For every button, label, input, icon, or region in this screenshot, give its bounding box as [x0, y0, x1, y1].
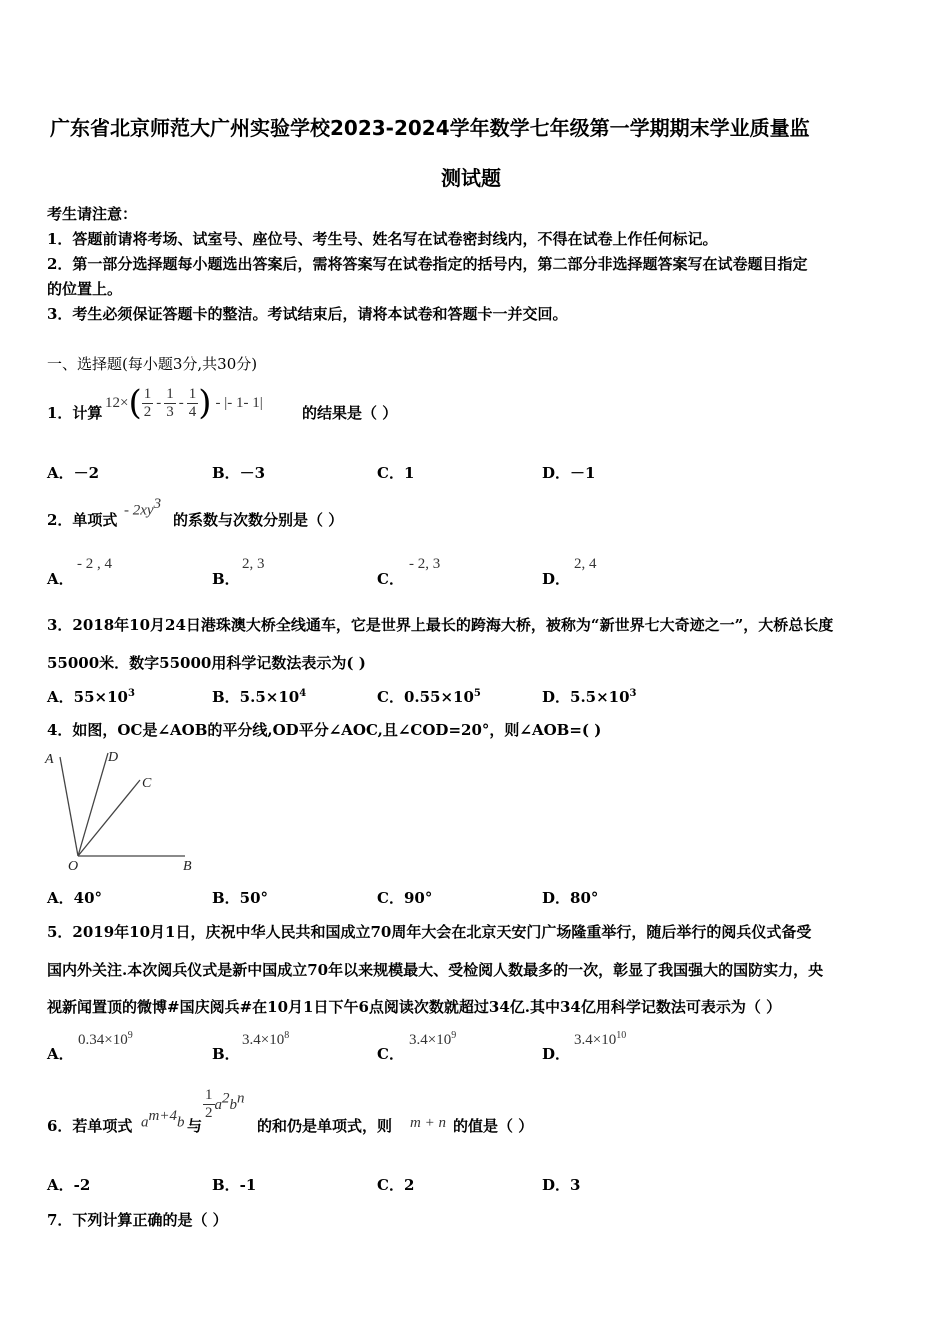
q6-option-a[interactable]: A．-2: [47, 1176, 91, 1194]
q3-option-d[interactable]: D．$5.5\times 10^3$: [542, 688, 637, 706]
q1-minus-2: -: [178, 394, 184, 411]
q2-expr-sup: 3: [153, 496, 162, 512]
q1-option-b[interactable]: B．－3: [212, 464, 266, 482]
q2-expr: - 2xy: [124, 502, 154, 519]
q5-option-b-label[interactable]: B．: [212, 1045, 240, 1063]
q1-right-paren: ): [198, 383, 212, 423]
q1-fraction-1: $\frac{1}{2}$: [143, 385, 152, 420]
ray-oa: [60, 757, 78, 856]
q4-option-b[interactable]: B．50°: [212, 889, 269, 907]
ray-od: [78, 753, 108, 856]
q3-line-2: 55000米．数字55000用科学记数法表示为( ): [47, 654, 366, 672]
label-o: O: [68, 859, 79, 874]
q1-expression: [105, 378, 263, 428]
q2-option-b-value[interactable]: 2, 3: [242, 556, 265, 572]
q5-option-c-value[interactable]: $3.4\times 10^9$: [409, 1030, 457, 1048]
q5-line-3: 视新闻置顶的微博#国庆阅兵#在10月1日下午6点阅读次数就超过34亿.其中34亿用科学记数法可表示为（ ）: [47, 998, 782, 1016]
q5-option-b-value[interactable]: $3.4\times 10^8$: [242, 1030, 290, 1048]
q1-option-c[interactable]: C．1: [377, 464, 415, 482]
q1-expr-12: 12×: [105, 394, 129, 411]
q5-option-a-label[interactable]: A．: [47, 1045, 74, 1063]
label-b: B: [183, 859, 192, 874]
label-c: C: [142, 776, 152, 791]
notice-header: 考生请注意：: [47, 205, 138, 223]
q1-fraction-2: $\frac{1}{3}$: [166, 385, 174, 420]
q2-expression: [124, 496, 161, 519]
q2-option-d-label[interactable]: D．: [542, 570, 571, 588]
q6-and: 与: [187, 1117, 203, 1135]
q4-text: 4．如图，OC是∠AOB的平分线,OD平分∠AOC,且∠COD=20°，则∠AOB=( ): [47, 721, 602, 739]
q6-option-b[interactable]: B．-1: [212, 1176, 257, 1194]
q2-option-c-label[interactable]: C．: [377, 570, 404, 588]
notice-item-2: 2．第一部分选择题每小题选出答案后，需将答案写在试卷指定的括号内，第二部分非选择题答案写在试卷题目指定: [47, 255, 808, 273]
q5-option-a-value[interactable]: $0.34\times 10^9$: [78, 1030, 133, 1048]
q1-option-a[interactable]: A．－2: [47, 464, 100, 482]
q4-option-d[interactable]: D．80°: [542, 889, 599, 907]
q2-prefix: 2．单项式: [47, 511, 118, 529]
notice-item-3: 3．考生必须保证答题卡的整洁。考试结束后，请将本试卷和答题卡一并交回。: [47, 305, 568, 323]
q2-suffix: 的系数与次数分别是（ ）: [173, 511, 344, 529]
q6-option-c[interactable]: C．2: [377, 1176, 415, 1194]
q5-option-c-label[interactable]: C．: [377, 1045, 404, 1063]
q1-minus-1: -: [156, 394, 162, 411]
q1-suffix: 的结果是（ ）: [302, 404, 398, 422]
q5-line-2: 国内外关注.本次阅兵仪式是新中国成立70年以来规模最大、受检阅人数最多的一次，彰显了我国强大的国防实力，央: [47, 961, 824, 979]
q1-option-d[interactable]: D．－1: [542, 464, 596, 482]
q7-text: 7．下列计算正确的是（ ）: [47, 1211, 228, 1229]
q5-option-d-value[interactable]: $3.4\times 10^{10}$: [574, 1030, 627, 1048]
title-line-1: 广东省北京师范大广州实验学校2023-2024学年数学七年级第一学期期末学业质量监: [50, 116, 810, 140]
q4-option-c[interactable]: C．90°: [377, 889, 433, 907]
q2-option-d-value[interactable]: 2, 4: [574, 556, 597, 572]
q6-option-d[interactable]: D．3: [542, 1176, 581, 1194]
q2-option-c-value[interactable]: - 2, 3: [409, 556, 441, 572]
ray-oc: [78, 780, 140, 856]
q5-option-d-label[interactable]: D．: [542, 1045, 571, 1063]
q1-abs-part: - |- 1- 1|: [215, 394, 263, 411]
q6-expr: m + n: [410, 1115, 446, 1131]
q6-suffix-2: 的值是（ ）: [453, 1117, 534, 1135]
q2-option-b-label[interactable]: B．: [212, 570, 240, 588]
q6-prefix: 6．若单项式: [47, 1117, 133, 1135]
q6-term-1: $a^{m+4}b$: [141, 1108, 185, 1131]
section-heading: 一、选择题(每小题3分,共30分): [47, 355, 258, 373]
q1-fraction-3: $\frac{1}{4}$: [188, 385, 197, 420]
q2-option-a-value[interactable]: - 2 , 4: [77, 556, 112, 572]
q4-option-a[interactable]: A．40°: [47, 889, 103, 907]
q3-option-b[interactable]: B．$5.5\times 10^4$: [212, 688, 307, 706]
q6-term-2: $\frac{1}{2}$ $a^2b^n$: [205, 1087, 245, 1121]
q2-option-a-label[interactable]: A．: [47, 570, 74, 588]
notice-item-2-cont: 的位置上。: [47, 280, 123, 298]
q3-option-c[interactable]: C．$0.55\times 10^5$: [377, 688, 481, 706]
q5-line-1: 5．2019年10月1日，庆祝中华人民共和国成立70周年大会在北京天安门广场隆重举行，随后举行的阅兵仪式备受: [47, 923, 812, 941]
q1-left-paren: (: [128, 383, 142, 423]
notice-item-1: 1．答题前请将考场、试室号、座位号、考生号、姓名写在试卷密封线内，不得在试卷上作任何标记。: [47, 230, 718, 248]
label-d: D: [108, 750, 119, 765]
q6-suffix-1: 的和仍是单项式，则: [257, 1117, 393, 1135]
q3-line-1: 3．2018年10月24日港珠澳大桥全线通车，它是世界上最长的跨海大桥，被称为“新世界七大奇迹之一”，大桥总长度: [47, 616, 834, 634]
q3-option-a[interactable]: A．$55\times 10^3$: [47, 688, 135, 706]
label-a: A: [45, 752, 54, 767]
q6-fraction: $\frac{1}{2}$: [205, 1087, 213, 1121]
angle-figure: [40, 745, 210, 875]
q1-prefix: 1．计算: [47, 404, 103, 422]
title-line-2: 测试题: [441, 166, 501, 190]
